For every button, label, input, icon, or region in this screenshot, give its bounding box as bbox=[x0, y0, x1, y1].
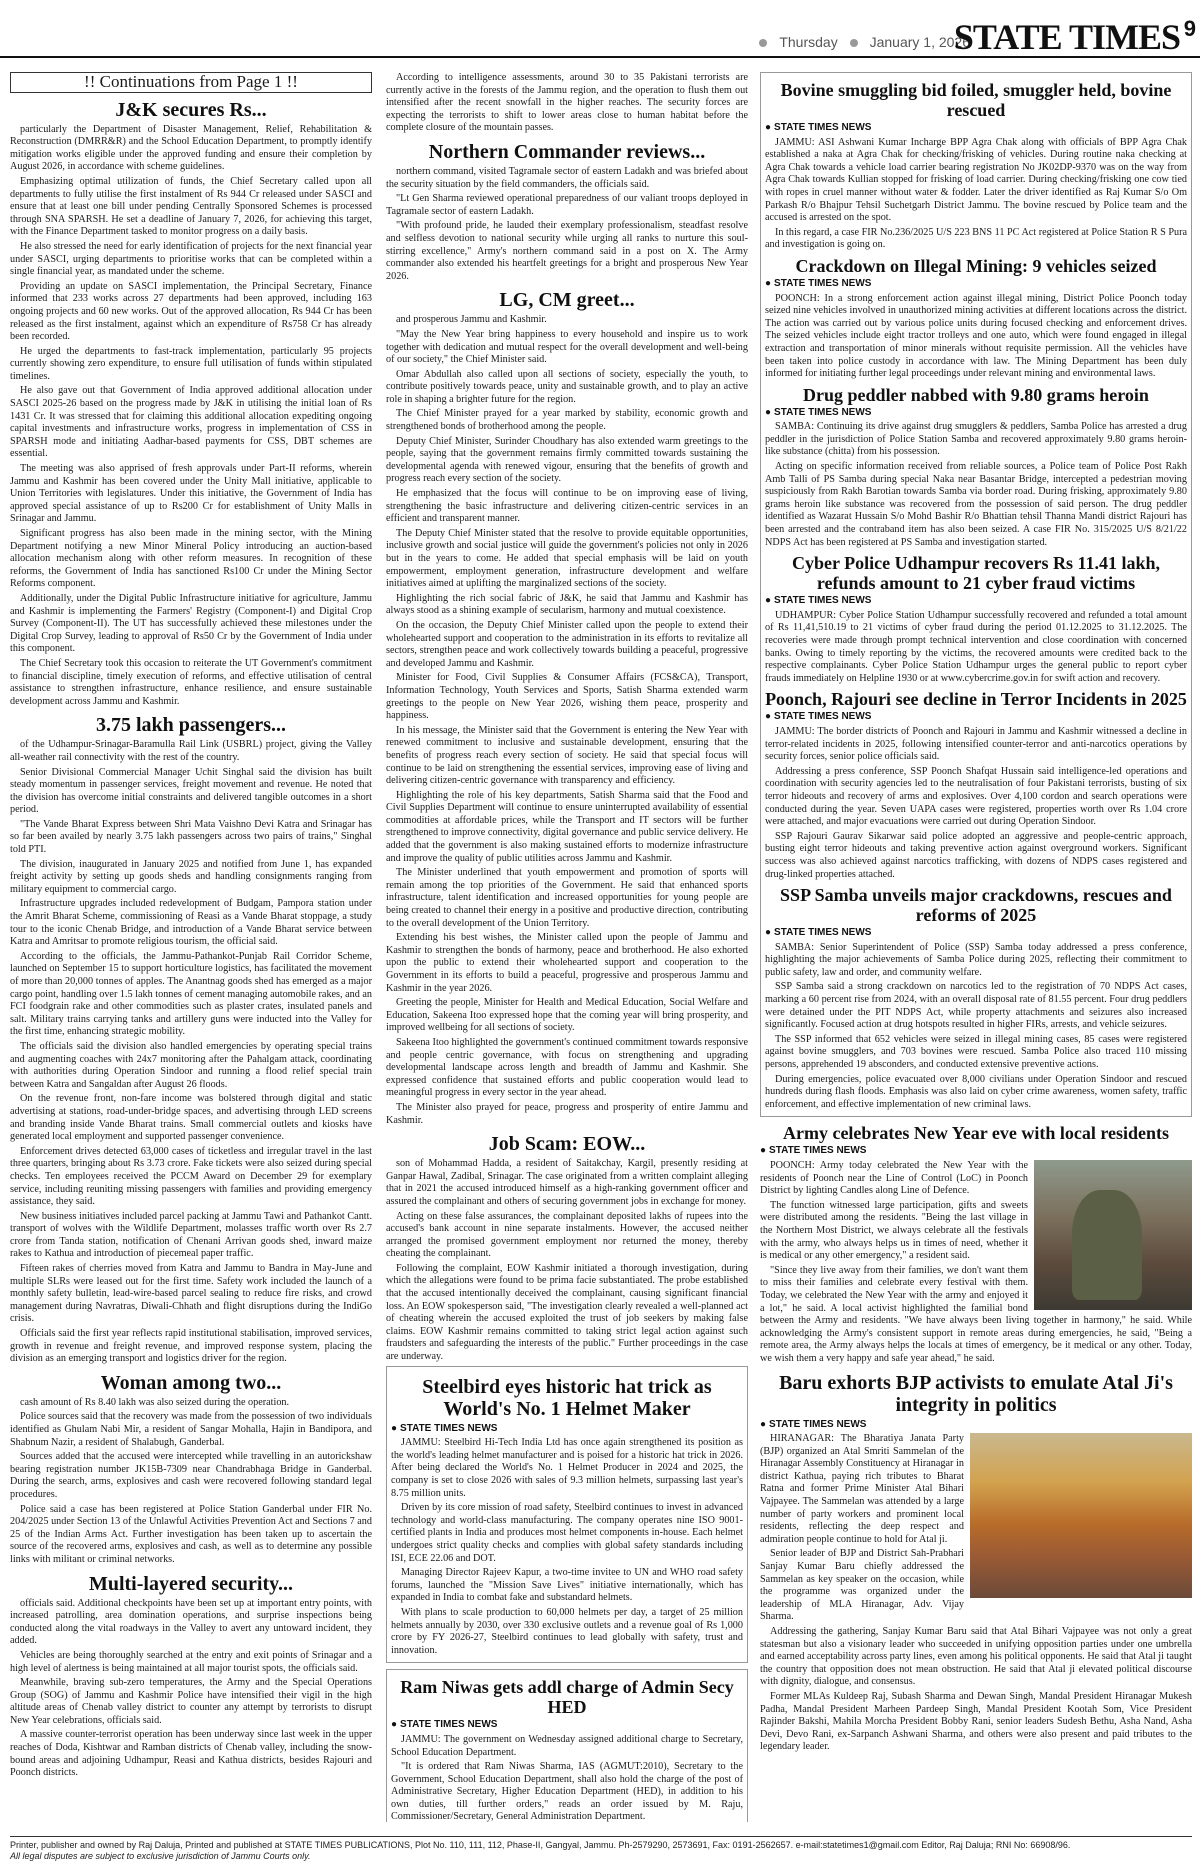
paragraph: The meeting was also apprised of fresh approvals under Part-II reforms, wherein Jammu and Kashmir has been covered under the Unity Mall initiative, applicable to Union Territories with legislatures. Under this initiative, the Government of India has approved special assistance of up to Rs200 Cr for establishment of Unity Malls in Srinagar and Jammu. bbox=[10, 463, 372, 525]
paragraph: The Minister underlined that youth empowerment and promotion of sports will remain among the top priorities of the Government. He said that enhanced sports infrastructure, talent identification and increased opportunities for young people are being created to channel their energy in a positive and productive direction, contributing to the overall development of the Union Territory. bbox=[386, 867, 748, 929]
paragraph: Deputy Chief Minister, Surinder Choudhary has also extended warm greetings to the people, saying that the government remains firmly committed towards sustaining the developmental agenda with renewed vigour, ensuring that the benefits of growth and progress reach every section of the society. bbox=[386, 435, 748, 485]
paragraph: SAMBA: Senior Superintendent of Police (SSP) Samba today addressed a press conference, highlighting the major achievements of Samba Police during 2025, reflecting their commitment to public safety, law and order, and community welfare. bbox=[765, 941, 1187, 978]
paragraph: JAMMU: The government on Wednesday assigned additional charge to Secretary, School Education Department. bbox=[391, 1733, 743, 1758]
issue-date-text: January 1, 2026 bbox=[869, 34, 970, 50]
paragraph: northern command, visited Tagramale sector of eastern Ladakh and was briefed about the security situation by the field commanders, the officials said. bbox=[386, 165, 748, 190]
paragraph: particularly the Department of Disaster Management, Relief, Rehabilitation & Reconstruction (DMRR&R) and the School Education Department, to promptly identify mitigation works eligible under the approved funding and ensure their completion by August 2026, in accordance with scheme guidelines. bbox=[10, 123, 372, 173]
paragraph: UDHAMPUR: Cyber Police Station Udhampur successfully recovered and refunded a total amount of Rs 11,41,510.19 to 21 victims of cyber fraud during the period 01.12.2025 to 31.12.2025. The recoveries were made through prompt technical intervention and close coordination with concerned banks. Owing to timely reporting by the victims, the recovered amounts were credited back to the respective complainants. Cyber Police Station Udhampur urges the general public to report cyber frauds immediately on Helpline 1930 or at www.cybercrime.gov.in for swift action and recovery. bbox=[765, 609, 1187, 684]
byline: ● STATE TIMES NEWS bbox=[765, 407, 1187, 420]
paragraph: "Since they live away from their families, we don't want them to miss their families and celebrate every festival with them. Today, we celebrated the New Year with the army and enjoyed it a lot," he said. A local activist highlighted the familial bond between the Army and residents. "We have always been living together in harmony," he said. While acknowledging the Army's consistent support in remote areas during emergencies, he said, "Being a remote area, the Army always helps the locals at times of emergency, be it medical or any other. Today, we wish them a very happy and safe year ahead," he said. bbox=[760, 1264, 1192, 1364]
paragraph: Minister for Food, Civil Supplies & Consumer Affairs (FCS&CA), Transport, Information Technology, Youth Services and Sports, Satish Sharma extended warm greetings to the people on New Year 2026, wishing them peace, prosperity and happiness. bbox=[386, 672, 748, 722]
bullet-icon bbox=[759, 39, 767, 47]
paragraph: son of Mohammad Hadda, a resident of Saitakchay, Kargil, presently residing at Ganpar Hawal, Zadibal, Srinagar. The case originated from a written complaint alleging that in 2021 the accused introduced himself as a high-ranking government officer and assured the complainant and others of securing government jobs in exchange for money. bbox=[386, 1158, 748, 1207]
article-title: 3.75 lakh passengers... bbox=[95, 714, 287, 737]
byline: ● STATE TIMES NEWS bbox=[765, 595, 1187, 608]
article-box bbox=[386, 1669, 748, 1822]
paragraph: Officials said the first year reflects rapid institutional stabilisation, improved services, growth in revenue and freight revenue, and improved response system, placing the division as an emerging transport and logistics driver for the region. bbox=[10, 1328, 372, 1365]
column-right bbox=[760, 72, 1192, 1822]
article-title: Cyber Police Udhampur recovers Rs 11.41 lakh, refunds amount to 21 cyber fraud victims bbox=[792, 553, 1160, 594]
article-title: SSP Samba unveils major crackdowns, rescues and reforms of 2025 bbox=[780, 885, 1172, 926]
byline: ● STATE TIMES NEWS bbox=[760, 1145, 1192, 1158]
article-title: Woman among two... bbox=[100, 1371, 282, 1394]
paragraph: Vehicles are being thoroughly searched at the entry and exit points of Srinagar and a high level of alertness is being maintained at all major tourist spots, the officials said. bbox=[10, 1649, 372, 1674]
paragraph: Sources added that the accused were intercepted while travelling in an autorickshaw bearing registration number JK15B-7309 near Chandrabhaga Bridge in Ganderbal. During the search, arms, explosives and cash were recovered following standard legal procedures. bbox=[10, 1451, 372, 1500]
paragraph: Senior Divisional Commercial Manager Uchit Singhal said the division has built steady momentum in passenger services, freight movement and revenue. He noted that the division has overcome initial constraints and delivered tangible outcomes in a short period. bbox=[10, 766, 372, 816]
paragraph: The Chief Minister prayed for a year marked by stability, economic growth and strengthened bonds of brotherhood among the people. bbox=[386, 408, 748, 433]
paragraph: Greeting the people, Minister for Health and Medical Education, Social Welfare and Education, Sakeena Itoo expressed hope that the coming year will bring prosperity, and improved wellbeing for all sections of society. bbox=[386, 997, 748, 1034]
article-box bbox=[386, 1366, 748, 1664]
column-middle bbox=[386, 72, 748, 1822]
byline: ● STATE TIMES NEWS bbox=[765, 711, 1187, 724]
column-left bbox=[10, 72, 372, 1822]
article-title: Northern Commander reviews... bbox=[428, 140, 706, 163]
paragraph: "Lt Gen Sharma reviewed operational preparedness of our valiant troops deployed in Tagramale sector of eastern Ladakh. bbox=[386, 193, 748, 217]
byline: ● STATE TIMES NEWS bbox=[391, 1423, 743, 1436]
paragraph: He emphasized that the focus will continue to be on improving ease of living, strengthening the basic infrastructure and delivering citizen-centric services in an efficient and transparent manner. bbox=[386, 488, 748, 525]
article-title: Drug peddler nabbed with 9.80 grams heroin bbox=[803, 384, 1149, 405]
paragraph: officials said. Additional checkpoints have been set up at important entry points, with increased patrolling, area domination operations, and surprise inspections being conducted along the vital roadways in the Valley to avert any untoward incident, they added. bbox=[10, 1597, 372, 1647]
paragraph: of the Udhampur-Srinagar-Baramulla Rail Link (USBRL) project, giving the Valley all-weather rail connectivity with the rest of the country. bbox=[10, 739, 372, 763]
bjp-sammelan-photo bbox=[970, 1433, 1192, 1598]
article-box bbox=[760, 72, 1192, 1117]
issue-date bbox=[751, 34, 970, 50]
article-title: J&K secures Rs... bbox=[115, 98, 267, 121]
continuations-header: !! Continuations from Page 1 !! bbox=[10, 72, 372, 93]
masthead bbox=[0, 0, 1200, 58]
paragraph: "May the New Year bring happiness to every household and inspire us to work together with dedication and mutual respect for the overall development and well-being of our society," the Chief Minister said. bbox=[386, 328, 748, 366]
paragraph: New business initiatives included parcel packing at Jammu Tawi and Pathankot Cantt. transport of wolves with the Wildlife Department, molasses traffic worth over Rs 2.7 crore from Tanda station, notification of Chenani Arrivan goods shed, inward maize rakes to Kathua and introduction of piecemeal paper traffic. bbox=[10, 1210, 372, 1260]
paragraph: "The Vande Bharat Express between Shri Mata Vaishno Devi Katra and Srinagar has so far been availed by nearly 3.75 lakh passengers across two pairs of trains," Singhal told PTI. bbox=[10, 818, 372, 856]
paragraph: During emergencies, police evacuated over 8,000 civilians under Operation Sindoor and rescued hundreds during flash floods. Emphasis was also laid on cyber crime awareness, women safety, traffic enforcement, and effective implementation of new criminal laws. bbox=[765, 1073, 1187, 1110]
paragraph: JAMMU: The border districts of Poonch and Rajouri in Jammu and Kashmir witnessed a decline in terror-related incidents in 2025, following intensified counter-terror and anti-narcotics operations by security forces, senior police officials said. bbox=[765, 725, 1187, 763]
byline: ● STATE TIMES NEWS bbox=[391, 1719, 743, 1732]
paragraph: Enforcement drives detected 63,000 cases of ticketless and irregular travel in the last three quarters, bringing about Rs 3.73 crore. Fake tickets were also seized during special checks. Ten employees received the PCCM Award on December 29 for exemplary service, including reuniting missing passengers with families and providing emergency assistance, they said. bbox=[10, 1145, 372, 1208]
paragraph: Highlighting the rich social fabric of J&K, he said that Jammu and Kashmir has always stood as a shining example of secularism, harmony and mutual coexistence. bbox=[386, 592, 748, 617]
paragraph: The Deputy Chief Minister stated that the resolve to provide equitable opportunities, inclusive growth and social justice will guide the government's policies not only in 2026 but in the years to come. He added that special emphasis will be laid on youth empowerment, employment generation, infrastructure development and welfare initiatives aimed at uplifting the marginalized sections of the society. bbox=[386, 527, 748, 590]
article-title: Baru exhorts BJP activists to emulate Atal Ji's integrity in politics bbox=[779, 1371, 1173, 1416]
paragraph: POONCH: In a strong enforcement action against illegal mining, District Police Poonch today seized nine vehicles involved in unauthorized mining activities at different locations across the district. The action was carried out by various police units during focused checking and enforcement drives. The seized vehicles include eight tractor trolleys and one auto, which were found engaged in illegal extraction and transportation of minor minerals without requisite permission. All the vehicles have been taken into police custody in accordance with law. The Mining Department has been duly informed for initiating further legal proceedings under relevant mining and environmental laws. bbox=[765, 292, 1187, 380]
paragraph: The division, inaugurated in January 2025 and notified from June 1, has expanded freight activity by setting up goods sheds and handling consignments ranging from military equipment to commercial cargo. bbox=[10, 858, 372, 895]
byline: ● STATE TIMES NEWS bbox=[765, 927, 1187, 940]
paragraph: POONCH: Army today celebrated the New Year with the residents of Poonch near the Line of Control (LoC) in Poonch District by lighting Candles along Line of Defence. bbox=[760, 1160, 1028, 1197]
paragraph: Omar Abdullah also called upon all sections of society, especially the youth, to contribute positively towards peace, unity and sustainable growth, and to play an active role in shaping a brighter future for the region. bbox=[386, 368, 748, 405]
paragraph: A massive counter-terrorist operation has been underway since last week in the upper reaches of Doda, Kishtwar and Ramban districts of Chenab valley, including the snow-bound areas and adjoining Udhampur, Reasi and Kathua districts, besides Rajouri and Poonch districts. bbox=[10, 1729, 372, 1779]
paragraph: He also gave out that Government of India approved additional allocation under SASCI 2025-26 based on the progress made by J&K in utilising the initial loan of Rs 1431 Cr. It was stressed that for claiming this additional allocation expediting ongoing capital investments and infrastructure works, progress in implementation of CSS in SPARSH mode and initiating Aadhar-based payments for CSS, DBT schemes are essential. bbox=[10, 385, 372, 460]
paragraph: Fifteen rakes of cherries moved from Katra and Jammu to Bandra in May-June and multiple SLRs were leased out for the first time. Safety work included the launch of a monthly safety bulletin, lead-wire-based parcel sealing to reduce fire risks, and crowd management during Navratras, Diwali-Chhath and flight disruptions during the IndiGo crisis. bbox=[10, 1263, 372, 1325]
paragraph: On the occasion, the Deputy Chief Minister called upon the people to extend their wholehearted support and cooperation to the administration in its efforts to revitalize all sectors, strengthen peace and work collectively towards building a peaceful, progressive and developed Jammu and Kashmir. bbox=[386, 619, 748, 669]
imprint-text: Printer, publisher and owned by Raj Daluja, Printed and published at STATE TIMES PUBLICATIONS, Plot No. 110, 111, 112, Phase-II, Gangyal, Jammu. Ph-2579290, 2573691, Fax: 0191-2562657. e-mail:statetimes1@gmail.com Editor, Raj Daluja; RNI No: 66908/96. bbox=[10, 1840, 1071, 1850]
paragraph: Extending his best wishes, the Minister called upon the people of Jammu and Kashmir to strengthen the bonds of harmony, peace and brotherhood. He also exhorted upon the public to extend their wholehearted support and cooperation to the Government in its efforts to build a peaceful, progressive and prosperous Jammu and Kashmir in the year 2026. bbox=[386, 932, 748, 994]
paragraph: cash amount of Rs 8.40 lakh was also seized during the operation. bbox=[20, 1396, 290, 1408]
article-title: LG, CM greet... bbox=[499, 289, 635, 312]
article-title: Crackdown on Illegal Mining: 9 vehicles seized bbox=[795, 255, 1157, 276]
paragraph: The officials said the division also handled emergencies by operating special trains and augmenting coaches with 24x7 monitoring after the Pahalgam attack, coordinating with authorities during Operation Sindoor and running a flood relief special train between Katra and Sangaldan after August 26 floods. bbox=[10, 1040, 372, 1090]
bullet-icon bbox=[850, 39, 858, 47]
imprint-footer bbox=[10, 1836, 1192, 1862]
paragraph: The Minister also prayed for peace, progress and prosperity of entire Jammu and Kashmir. bbox=[386, 1101, 748, 1126]
paragraph: SSP Samba said a strong crackdown on narcotics led to the registration of 70 NDPS Act cases, marking a 60 percent rise from 2024, with an overall disposal rate of 81.55 percent. Four drug peddlers were detained under the PIT NDPS Act, while property attachments and seizures also increased significantly. Focused action at drug hotspots resulted in higher FIRs, arrests, and vehicle seizures. bbox=[765, 981, 1187, 1031]
byline: ● STATE TIMES NEWS bbox=[765, 278, 1187, 291]
paragraph: and prosperous Jammu and Kashmir. bbox=[396, 314, 547, 326]
paragraph: Following the complaint, EOW Kashmir initiated a thorough investigation, during which the allegations were found to be prima facie substantiated. The probe established that the accused intentionally deceived the complainant, causing significant financial loss. An EOW spokesperson said, "The investigation clearly revealed a well-planned act of cheating wherein the accused exploited the trust of job seekers by making false claims. EOW Kashmir remains committed to taking strict legal action against such fraudsters and safeguarding the interests of the public." Further proceedings in the case are underway. bbox=[386, 1262, 748, 1363]
paragraph: According to intelligence assessments, around 30 to 35 Pakistani terrorists are currently active in the forests of the Jammu region, and the operation to flush them out intensified after the recent snowfall in the higher reaches. The security forces are expecting the terrorists to shift to lower areas close to human habitat before the complete closure of the mountain passes. bbox=[386, 72, 748, 134]
article-title: Steelbird eyes historic hat trick as World's No. 1 Helmet Maker bbox=[422, 1375, 712, 1420]
paragraph: Addressing the gathering, Sanjay Kumar Baru said that Atal Bihari Vajpayee was not only a great statesman but also a visionary leader who succeeded in unifying opposition parties under one umbrella and earned acceptability across party lines, even among his political opponents. He said that Atal ji taught the country that opposition does not mean obstruction. He said that Atal ji elevated political discourse with dignity, dialogue, and consensus. bbox=[760, 1626, 1192, 1688]
paragraph: On the revenue front, non-fare income was bolstered through digital and static advertising at stations, road-under-bridge spaces, and advertising through LED screens and branding inside Vande Bharat trains. Small commercial outlets and kiosks have generated local employment and supported passenger convenience. bbox=[10, 1093, 372, 1143]
paragraph: HIRANAGAR: The Bharatiya Janata Party (BJP) organized an Atal Smriti Sammelan of the Hiranagar Assembly Constituency at Hiranagar in district Kathua, paying rich tributes to Bharat Ratna and former Prime Minister Atal Bihari Vajpayee. The Sammelan was attended by a large number of party workers and prominent local residents, reflecting the deep respect and admiration people continue to hold for Atal ji. bbox=[760, 1433, 964, 1545]
paragraph: JAMMU: Steelbird Hi-Tech India Ltd has once again strengthened its position as the world's leading helmet manufacturer and is poised for a historic hat trick in 2026. After being declared the World's No. 1 Helmet Producer in 2024 and 2025, the company is set to close 2026 with sales of 9.3 million helmets, surpassing last year's 8.75 million units. bbox=[391, 1437, 743, 1499]
paragraph: The function witnessed large participation, gifts and sweets were distributed among the residents. "Being the last village in the Northern Most District, we always celebrate all the festivals with the army, who always helps us in times of need, whether it is medical or any other emergency," a resident said. bbox=[760, 1199, 1028, 1262]
paragraph: Infrastructure upgrades included redevelopment of Budgam, Pampora station under the Amrit Bharat Scheme, commissioning of Reasi as a Vande Bharat stoppage, a study tour to the iconic Chenab Bridge, and introduction of a Vande Bharat service between Katra and Amritsar to promote religious tourism, the official said. bbox=[10, 898, 372, 948]
paragraph: SSP Rajouri Gaurav Sikarwar said police adopted an aggressive and people-centric approach, busting eight terror hideouts and taking preventive action against overground workers. Significant success was also achieved against narcotics trafficking, with dozens of NDPS cases registered and drug-linked properties attached. bbox=[765, 830, 1187, 880]
legal-notice: All legal disputes are subject to exclusive jurisdiction of Jammu Courts only. bbox=[10, 1851, 311, 1861]
paragraph: Former MLAs Kuldeep Raj, Subash Sharma and Dewan Singh, Mandal President Hiranagar Mukesh Padha, Mandal President Marheen Pardeep Singh, Mandal President Kootah Som, Vice President Rajinder Bakshi, Mahila Morcha President Bobby Rani, senior leaders Sudesh Bethu, Asha Nand, Asha Devi, Devo Rani, ex-Sarpanch Ashwani Sharma, and others were also present and paid tributes to the legendary leader. bbox=[760, 1690, 1192, 1753]
issue-day: Thursday bbox=[779, 34, 838, 50]
byline: ● STATE TIMES NEWS bbox=[765, 122, 1187, 135]
paragraph: Managing Director Rajeev Kapur, a two-time invitee to UN and WHO road safety forums, launched the "Mission Save Lives" initiative internationally, which has expanded in India to combat fake and substandard helmets. bbox=[391, 1567, 743, 1604]
article-title: Multi-layered security... bbox=[88, 1572, 294, 1595]
army-celebration-photo bbox=[1034, 1160, 1192, 1310]
paragraph: In his message, the Minister said that the Government is entering the New Year with renewed commitment to inclusive and sustainable development, ensuring that the benefits of progress reach every section of society. He said that special focus will continue to be laid on strengthening the essential services, improving ease of living and delivering citizen-centric governance with transparency and efficiency. bbox=[386, 724, 748, 787]
paragraph: Senior leader of BJP and District Sah-Prabhari Sanjay Kumar Baru chiefly addressed the Sammelan as key speaker on the occasion, while the programme was organized under the leadership of MLA Hiranagar, Adv. Vijay Sharma. bbox=[760, 1548, 964, 1623]
page-number: 9 bbox=[1183, 16, 1196, 41]
article-title: Army celebrates New Year eve with local residents bbox=[782, 1123, 1170, 1144]
paragraph: Emphasizing optimal utilization of funds, the Chief Secretary called upon all departments to fully utilise the first instalment of Rs 944 Cr released under SASCI and ensure that at least one bill under pending Centrally Sponsored Schemes is processed through SNA SPARSH. He set a deadline of January 7, 2026, for achieving this target, with the Finance Department tasked to monitor progress on a daily basis. bbox=[10, 175, 372, 238]
article-title: Bovine smuggling bid foiled, smuggler held, bovine rescued bbox=[780, 80, 1172, 120]
paragraph: Significant progress has also been made in the mining sector, with the Mining Department notifying a new Minor Mineral Policy introducing an auction-based allocation mechanism along with other reform measures. In recognition of these reforms, the Government of India has sanctioned Rs100 Cr under the Mining Sector Reforms component. bbox=[10, 528, 372, 590]
paragraph: JAMMU: ASI Ashwani Kumar Incharge BPP Agra Chak along with officials of BPP Agra Chak established a naka at Agra Chak for checking/frisking of vehicles. During routine naka checking at Agra Chak towards a vehicle load carrier bearing registration No JK02DP-9370 was on the way from Agra Chak towards Kullian stopped for frisking of load carrier. During checking/frisking one cow tied with ropes in cruel manner without water & fodder. Later the driver identified as Raj Kumar S/o Om Parkash R/o Bhajpur Tehsil Suchetgarh District Jammu. The bovine rescued by Police team and the accused is arrested on the spot. bbox=[765, 136, 1187, 224]
paragraph: The Chief Secretary took this occasion to reiterate the UT Government's commitment to financial discipline, timely execution of reforms, and effective utilisation of central assistance to strengthen infrastructure, enhance resilience, and ensure sustainable development across Jammu and Kashmir. bbox=[10, 657, 372, 707]
paragraph: Driven by its core mission of road safety, Steelbird continues to invest in advanced technology and world-class manufacturing. The company operates nine ISO 9001-certified plants in India and produces most helmet components in-house. Each helmet undergoes strict quality checks and complies with global safety standards including ISI, ECE 22.06 and DOT. bbox=[391, 1502, 743, 1564]
paragraph: Additionally, under the Digital Public Infrastructure initiative for agriculture, Jammu and Kashmir is implementing the Farmers' Registry (Component-I) and Digital Crop Survey (Component-II). The UT has successfully achieved these milestones under the Digital Crop Survey, leading to approval of Rs50 Cr by the Government of India under this component. bbox=[10, 592, 372, 655]
paragraph: Highlighting the role of his key departments, Satish Sharma said that the Food and Civil Supplies Department will continue to ensure uninterrupted availability of essential commodities at affordable prices, while the Transport and IT sectors will be further strengthened to improve connectivity, digital governance and public service delivery. He added that the government is also making sustained efforts to modernize infrastructure and improve the quality of public utilities across Jammu and Kashmir. bbox=[386, 789, 748, 864]
paragraph: Meanwhile, braving sub-zero temperatures, the Army and the Special Operations Group (SOG) of Jammu and Kashmir Police have intensified their vigil in the high altitude areas of Chenab valley district to counter any attempt by terrorists to disrupt New Year celebrations, officials said. bbox=[10, 1677, 372, 1726]
paragraph: Addressing a press conference, SSP Poonch Shafqat Hussain said intelligence-led operations and coordination with security agencies led to the neutralisation of four Pakistani terrorists, busting of six terror hideouts and recovery of arms and explosives. Over 4,100 cordon and search operations were conducted during the year. Seven UAPA cases were registered, properties worth over Rs 1.04 crore were attached, and major evacuations were carried out during Operation Sindoor. bbox=[765, 765, 1187, 828]
paragraph: SAMBA: Continuing its drive against drug smugglers & peddlers, Samba Police has arrested a drug peddler in the jurisdiction of Police Station Samba and recovered approximately 9.80 grams heroin-like substance (chitta) from his possession. bbox=[765, 421, 1187, 458]
paragraph: He also stressed the need for early identification of projects for the next financial year under SASCI, urging departments to prioritise works that can be completed within a single financial year, as mandated under the scheme. bbox=[10, 240, 372, 278]
article-title: Ram Niwas gets addl charge of Admin Secy HED bbox=[400, 1677, 734, 1718]
paragraph: With plans to scale production to 60,000 helmets per day, a target of 25 million helmets annually by 2030, over 330 exclusive outlets and a revenue goal of Rs 1,000 crore by FY 2026-27, Steelbird continues to lead globally with safety, trust and innovation. bbox=[391, 1606, 743, 1656]
article-title: Job Scam: EOW... bbox=[488, 1133, 646, 1156]
newspaper-logo: STATE TIMES bbox=[953, 17, 1180, 57]
paragraph: "With profound pride, he lauded their exemplary professionalism, steadfast resolve and selfless devotion to national security while urging all ranks to nurture this soul-stirring excellence," Army's northern command said in a post on X. The Army commander also extended his heartfelt greetings for a bright and prosperous New Year 2026. bbox=[386, 220, 748, 282]
paragraph: According to the officials, the Jammu-Pathankot-Punjab Rail Corridor Scheme, launched on September 15 to support horticulture logistics, has facilitated the movement of more than 20,000 tonnes of apples. The Anantnag goods shed has emerged as a major cargo point, handling over 1.5 lakh tonnes of cement managing automobile rakes, and an FCI foodgrain rake and other commodities such as plaster crates, insulated panels and salt. Military trains carrying tanks and artillery guns were inducted into the Valley for the first time, enhancing strategic mobility. bbox=[10, 950, 372, 1038]
article-title: Poonch, Rajouri see decline in Terror Incidents in 2025 bbox=[765, 689, 1187, 710]
paragraph: Police said a case has been registered at Police Station Ganderbal under FIR No. 204/2025 under Section 13 of the Unlawful Activities Prevention Act and Sections 7 and 25 of the Indian Arms Act. Further investigation has been taken up to ascertain the source of the recovered arms, explosives and cash, as well as to determine any possible links with militant or criminal networks. bbox=[10, 1503, 372, 1565]
paragraph: Acting on these false assurances, the complainant deposited lakhs of rupees into the accused's bank account in nine separate instalments. However, the accused neither arranged the promised government employment nor returned the money, thereby cheating the complainant. bbox=[386, 1210, 748, 1260]
byline: ● STATE TIMES NEWS bbox=[760, 1419, 1192, 1432]
paragraph: Providing an update on SASCI implementation, the Principal Secretary, Finance informed that 233 works across 27 departments had been approved, including 163 ongoing projects and 60 new works. Out of the approved allocation, Rs 944 Cr has been released as the first instalment, against which an expenditure of Rs758 Cr has already been recorded. bbox=[10, 280, 372, 343]
paragraph: Police sources said that the recovery was made from the possession of two individuals identified as Ghulam Nabi Mir, a resident of Sangar Mohalla, Hajin in Bandipora, and Shabnum Nazir, a resident of Shalabugh, Ganderbal. bbox=[10, 1411, 372, 1448]
paragraph: "It is ordered that Ram Niwas Sharma, IAS (AGMUT:2010), Secretary to the Government, School Education Department, shall also hold the charge of the post of Administrative Secretary, Higher Education Department (HED), in addition to his own duties, till further orders," reads an order issued by M. Raju, Commissioner/Secretary, General Administration Department. bbox=[391, 1761, 743, 1822]
paragraph: He urged the departments to fast-track implementation, particularly 95 projects currently showing zero expenditure, to ensure full utilisation of funds within stipulated timelines. bbox=[10, 345, 372, 382]
paragraph: Acting on specific information received from reliable sources, a Police team of Police Post Rakh Amb Talli of PS Samba during special Naka near Basantar Bridge, intercepted a pedestrian moving suspiciously from Rakh Barotian towards Samba via border road. During frisking, approximately 9.80 grams heroin like substance was recovered from the possession of said person. The drug peddler identified as Wazarat Hussain S/o Mohd Bashir R/o Bhattian tehsil Thanna Mandi district Rajouri has been arrested and the contraband item has also been seized. A case FIR No. 315/2025 U/S 8/21/22 NDPS Act has been registered at PS Samba and investigation started. bbox=[765, 461, 1187, 548]
paragraph: Sakeena Itoo highlighted the government's continued commitment towards responsive and people centric governance, with focus on strengthening and upgrading developmental landscape across length and breadth of Jammu and Kashmir. She expressed confidence that sustained efforts and public cooperation would lead to meaningful progress in every sector in the year ahead. bbox=[386, 1036, 748, 1099]
paragraph: The SSP informed that 652 vehicles were seized in illegal mining cases, 85 cases were registered against bovine smugglers, and 703 bovines were rescued. Samba Police also traced 110 missing persons, apprehended 19 absconders, and conducted extensive preventive actions. bbox=[765, 1033, 1187, 1071]
paragraph: In this regard, a case FIR No.236/2025 U/S 223 BNS 11 PC Act registered at Police Station R S Pura and investigation is going on. bbox=[765, 226, 1187, 251]
